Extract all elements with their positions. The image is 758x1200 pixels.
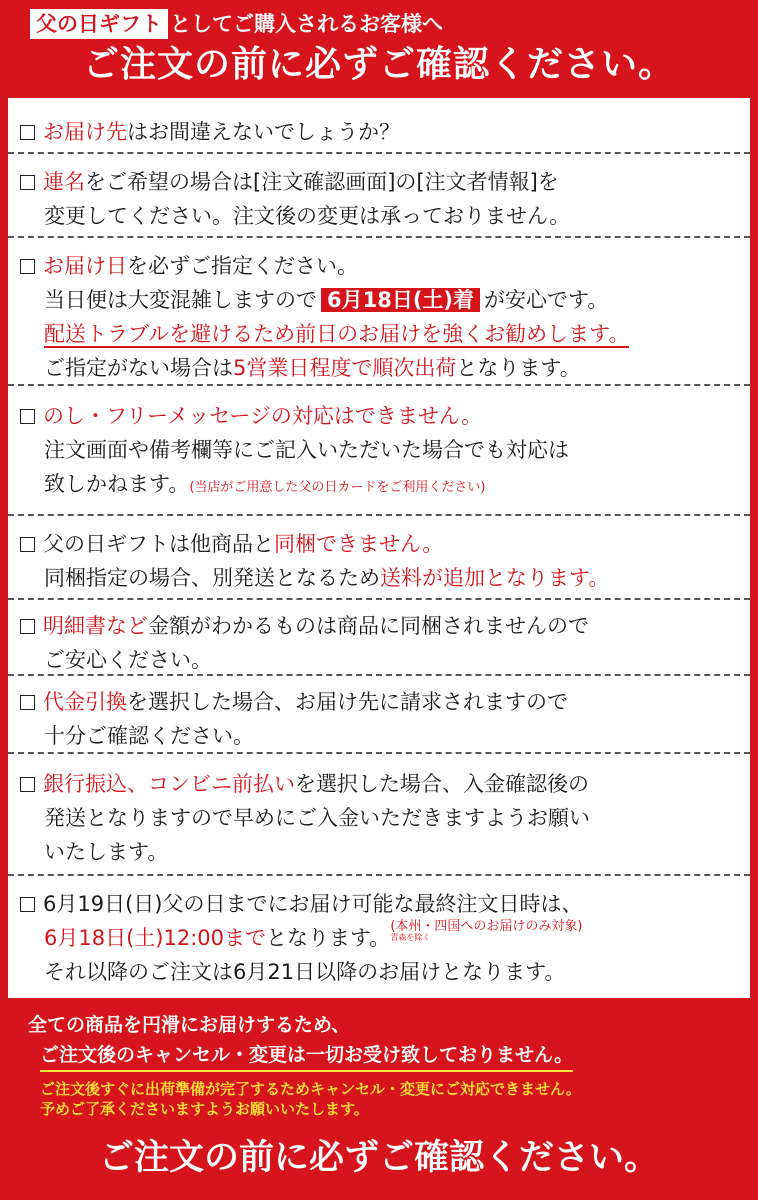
notice-line	[20, 768, 589, 798]
notice-line: 注文画面や備考欄等にご記入いただいた場合でも対応は	[44, 438, 569, 462]
notice-text: 同梱指定の場合、別発送となるため	[44, 566, 380, 590]
notice-text: 金額がわかるものは商品に同梱されませんので	[148, 614, 589, 638]
notice-line	[20, 166, 559, 196]
notice-text: を必ずご指定ください。	[127, 254, 358, 278]
checkbox-icon	[20, 537, 35, 552]
footer-title: ご注文の前に必ずご確認ください。	[98, 1138, 659, 1178]
notice-invoice	[8, 600, 750, 676]
notice-line	[20, 528, 443, 558]
highlight-text: 明細書など	[43, 614, 148, 638]
notice-line: 十分ご確認ください。	[44, 724, 254, 748]
notice-text: となります。	[266, 926, 391, 950]
notice-text: はお間違えないでしょうか？	[127, 120, 400, 144]
notice-text: 致しかねます。	[44, 472, 190, 496]
notice-text: が安心です。	[484, 288, 609, 312]
notice-line	[20, 400, 482, 430]
notice-text: を選択した場合、お届け先に請求されますので	[127, 690, 568, 714]
notice-address-line	[20, 116, 400, 146]
footer-note: ご注文後すぐに出荷準備が完了するためキャンセル・変更にご対応できません。	[40, 1080, 581, 1098]
highlight-text: お届け日	[43, 254, 127, 278]
notice-line	[20, 250, 358, 280]
date-badge: 6月18日(土)着	[321, 288, 480, 312]
notice-joint-name	[8, 154, 750, 238]
highlight-text: 5営業日程度で順次出荷	[233, 356, 457, 380]
notice-line	[20, 888, 582, 918]
checkbox-icon	[20, 259, 35, 274]
footer-cancel-policy: ご注文後のキャンセル・変更は一切お受け致しておりません。	[40, 1040, 573, 1072]
checkbox-icon	[20, 409, 35, 424]
checkbox-icon	[20, 695, 35, 710]
notice-text: 6月19日(日)父の日までにお届け可能な最終注文日時は、	[43, 892, 583, 916]
notice-prepayment	[8, 754, 750, 876]
notice-line	[44, 318, 629, 348]
notice-delivery-date	[8, 238, 750, 386]
fathers-day-gift-tag: 父の日ギフト	[30, 9, 168, 39]
checkbox-icon	[20, 777, 35, 792]
highlight-text: 同梱できません。	[274, 532, 444, 556]
notice-line: 発送となりますので早めにご入金いただきますようお願い	[44, 806, 590, 830]
notice-noshi	[8, 386, 750, 516]
checkbox-icon	[20, 175, 35, 190]
notice-line	[44, 562, 609, 592]
notice-text: となります。	[456, 356, 581, 380]
notice-panel	[8, 98, 750, 998]
note-text: (本州・四国へのお届けのみ対象)	[390, 919, 583, 934]
highlight-text: のし・フリーメッセージの対応はできません。	[43, 404, 483, 428]
note-text: 青森を除く	[390, 932, 431, 942]
notice-text: 当日便は大変混雑しますので	[44, 288, 317, 312]
header-title: ご注文の前に必ずご確認ください。	[82, 44, 675, 85]
checkbox-icon	[20, 125, 35, 140]
highlight-text: 送料が追加となります。	[380, 566, 610, 590]
notice-line	[44, 919, 583, 952]
checkbox-icon	[20, 897, 35, 912]
notice-deadline	[8, 876, 750, 998]
notice-text: ご指定がない場合は	[44, 356, 233, 380]
notice-line	[20, 686, 568, 716]
note-text: (当店がご用意した父の日カードをご利用ください)	[189, 480, 486, 495]
region-note	[390, 920, 582, 942]
notice-line: いたします。	[44, 840, 169, 864]
footer-note: 予めご了承くださいますようお願いいたします。	[40, 1100, 369, 1118]
header-intro-text: としてご購入されるお客様へ	[170, 12, 443, 36]
footer-notice: 全ての商品を円滑にお届けするため、	[28, 1014, 351, 1036]
header-banner	[0, 0, 758, 96]
notice-text: をご希望の場合は[注文確認画面]の[注文者情報]を	[85, 170, 559, 194]
notice-text: を選択した場合、入金確認後の	[295, 772, 589, 796]
notice-line	[44, 468, 485, 498]
highlight-text: 連名	[43, 170, 85, 194]
highlight-text: 代金引換	[43, 690, 127, 714]
highlight-text: 銀行振込、コンビニ前払い	[43, 772, 295, 796]
notice-line	[44, 284, 608, 314]
notice-line	[20, 610, 589, 640]
notice-text: 父の日ギフトは他商品と	[43, 532, 274, 556]
highlight-text: 6月18日(土)12:00まで	[44, 926, 266, 950]
notice-line: ご安心ください。	[44, 648, 212, 672]
warning-text: 配送トラブルを避けるため前日のお届けを強くお勧めします。	[44, 322, 630, 346]
header-intro	[30, 8, 443, 38]
notice-line	[44, 352, 581, 382]
notice-cod	[8, 676, 750, 754]
highlight-text: お届け先	[43, 120, 127, 144]
checkbox-icon	[20, 619, 35, 634]
notice-line: それ以降のご注文は6月21日以降のお届けとなります。	[44, 960, 566, 984]
notice-address	[8, 98, 750, 154]
notice-line: 変更してください。注文後の変更は承っておりません。	[44, 204, 571, 228]
notice-bundling	[8, 516, 750, 600]
